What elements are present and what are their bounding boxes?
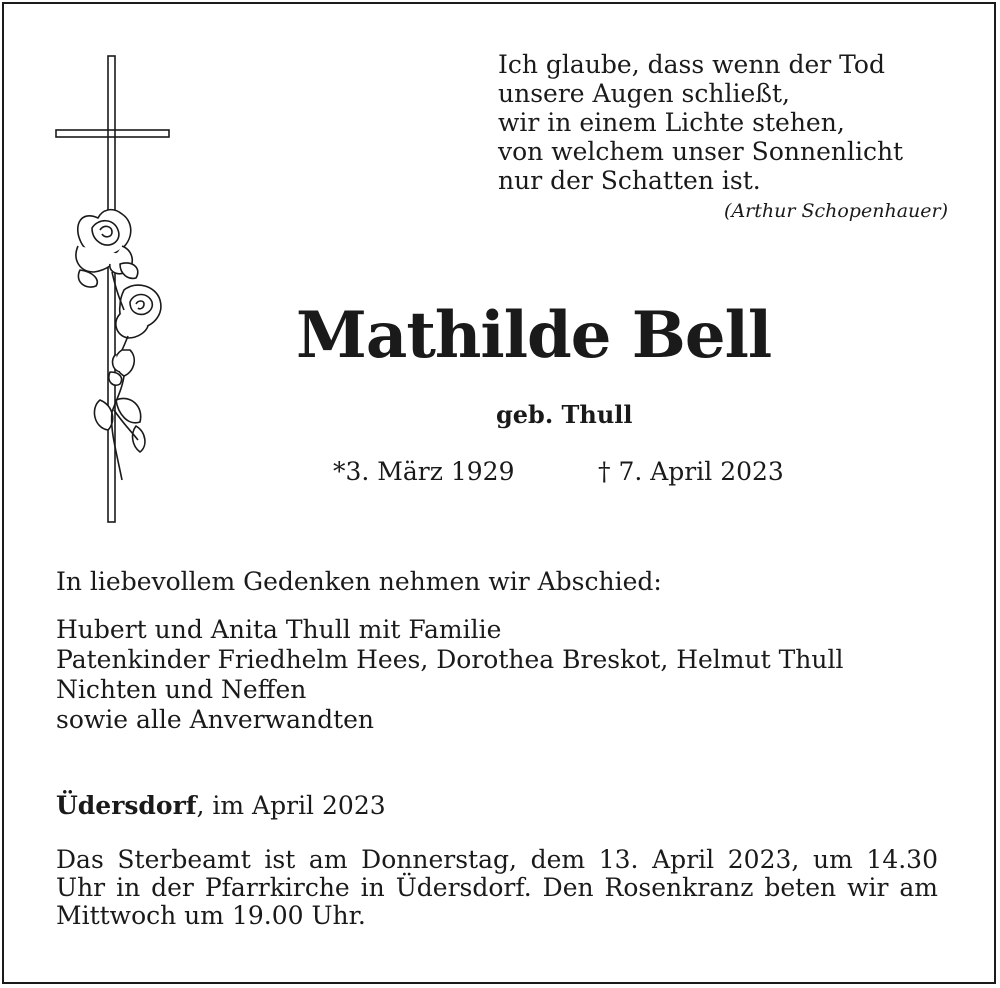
place-name: Üdersdorf [56, 791, 197, 820]
quote-line: unsere Augen schließt, [498, 79, 790, 108]
mourner-line: Patenkinder Friedhelm Hees, Dorothea Breskot, Helmut Thull [56, 645, 844, 674]
mourner-line: sowie alle Anverwandten [56, 705, 375, 734]
quote-line: nur der Schatten ist. [498, 166, 761, 195]
mourner-line: Nichten und Neffen [56, 675, 307, 704]
farewell-text: In liebevollem Gedenken nehmen wir Abschied: [56, 567, 662, 596]
birth-date: *3. März 1929 [333, 457, 515, 486]
place-and-date [56, 790, 386, 822]
mourners-list [56, 615, 843, 735]
quote-line: von welchem unser Sonnenlicht [498, 137, 904, 166]
quote-author: (Arthur Schopenhauer) [724, 200, 948, 222]
place-date: , im April 2023 [196, 791, 386, 820]
cross-with-roses-icon [50, 50, 180, 530]
quote-line: wir in einem Lichte stehen, [498, 108, 845, 137]
quote-block [498, 50, 948, 223]
service-details: Das Sterbeamt ist am Donnerstag, dem 13. April 2023, um 14.30 Uhr in der Pfarrkirche in Üdersdorf. Den Rosenkranz beten wir am Mittwoch um 19.00 Uhr. [56, 845, 938, 930]
deceased-name: Mathilde Bell [296, 298, 772, 373]
death-date: † 7. April 2023 [598, 457, 784, 486]
maiden-name: geb. Thull [496, 400, 633, 429]
mourner-line: Hubert und Anita Thull mit Familie [56, 615, 502, 644]
quote-line: Ich glaube, dass wenn der Tod [498, 50, 885, 79]
